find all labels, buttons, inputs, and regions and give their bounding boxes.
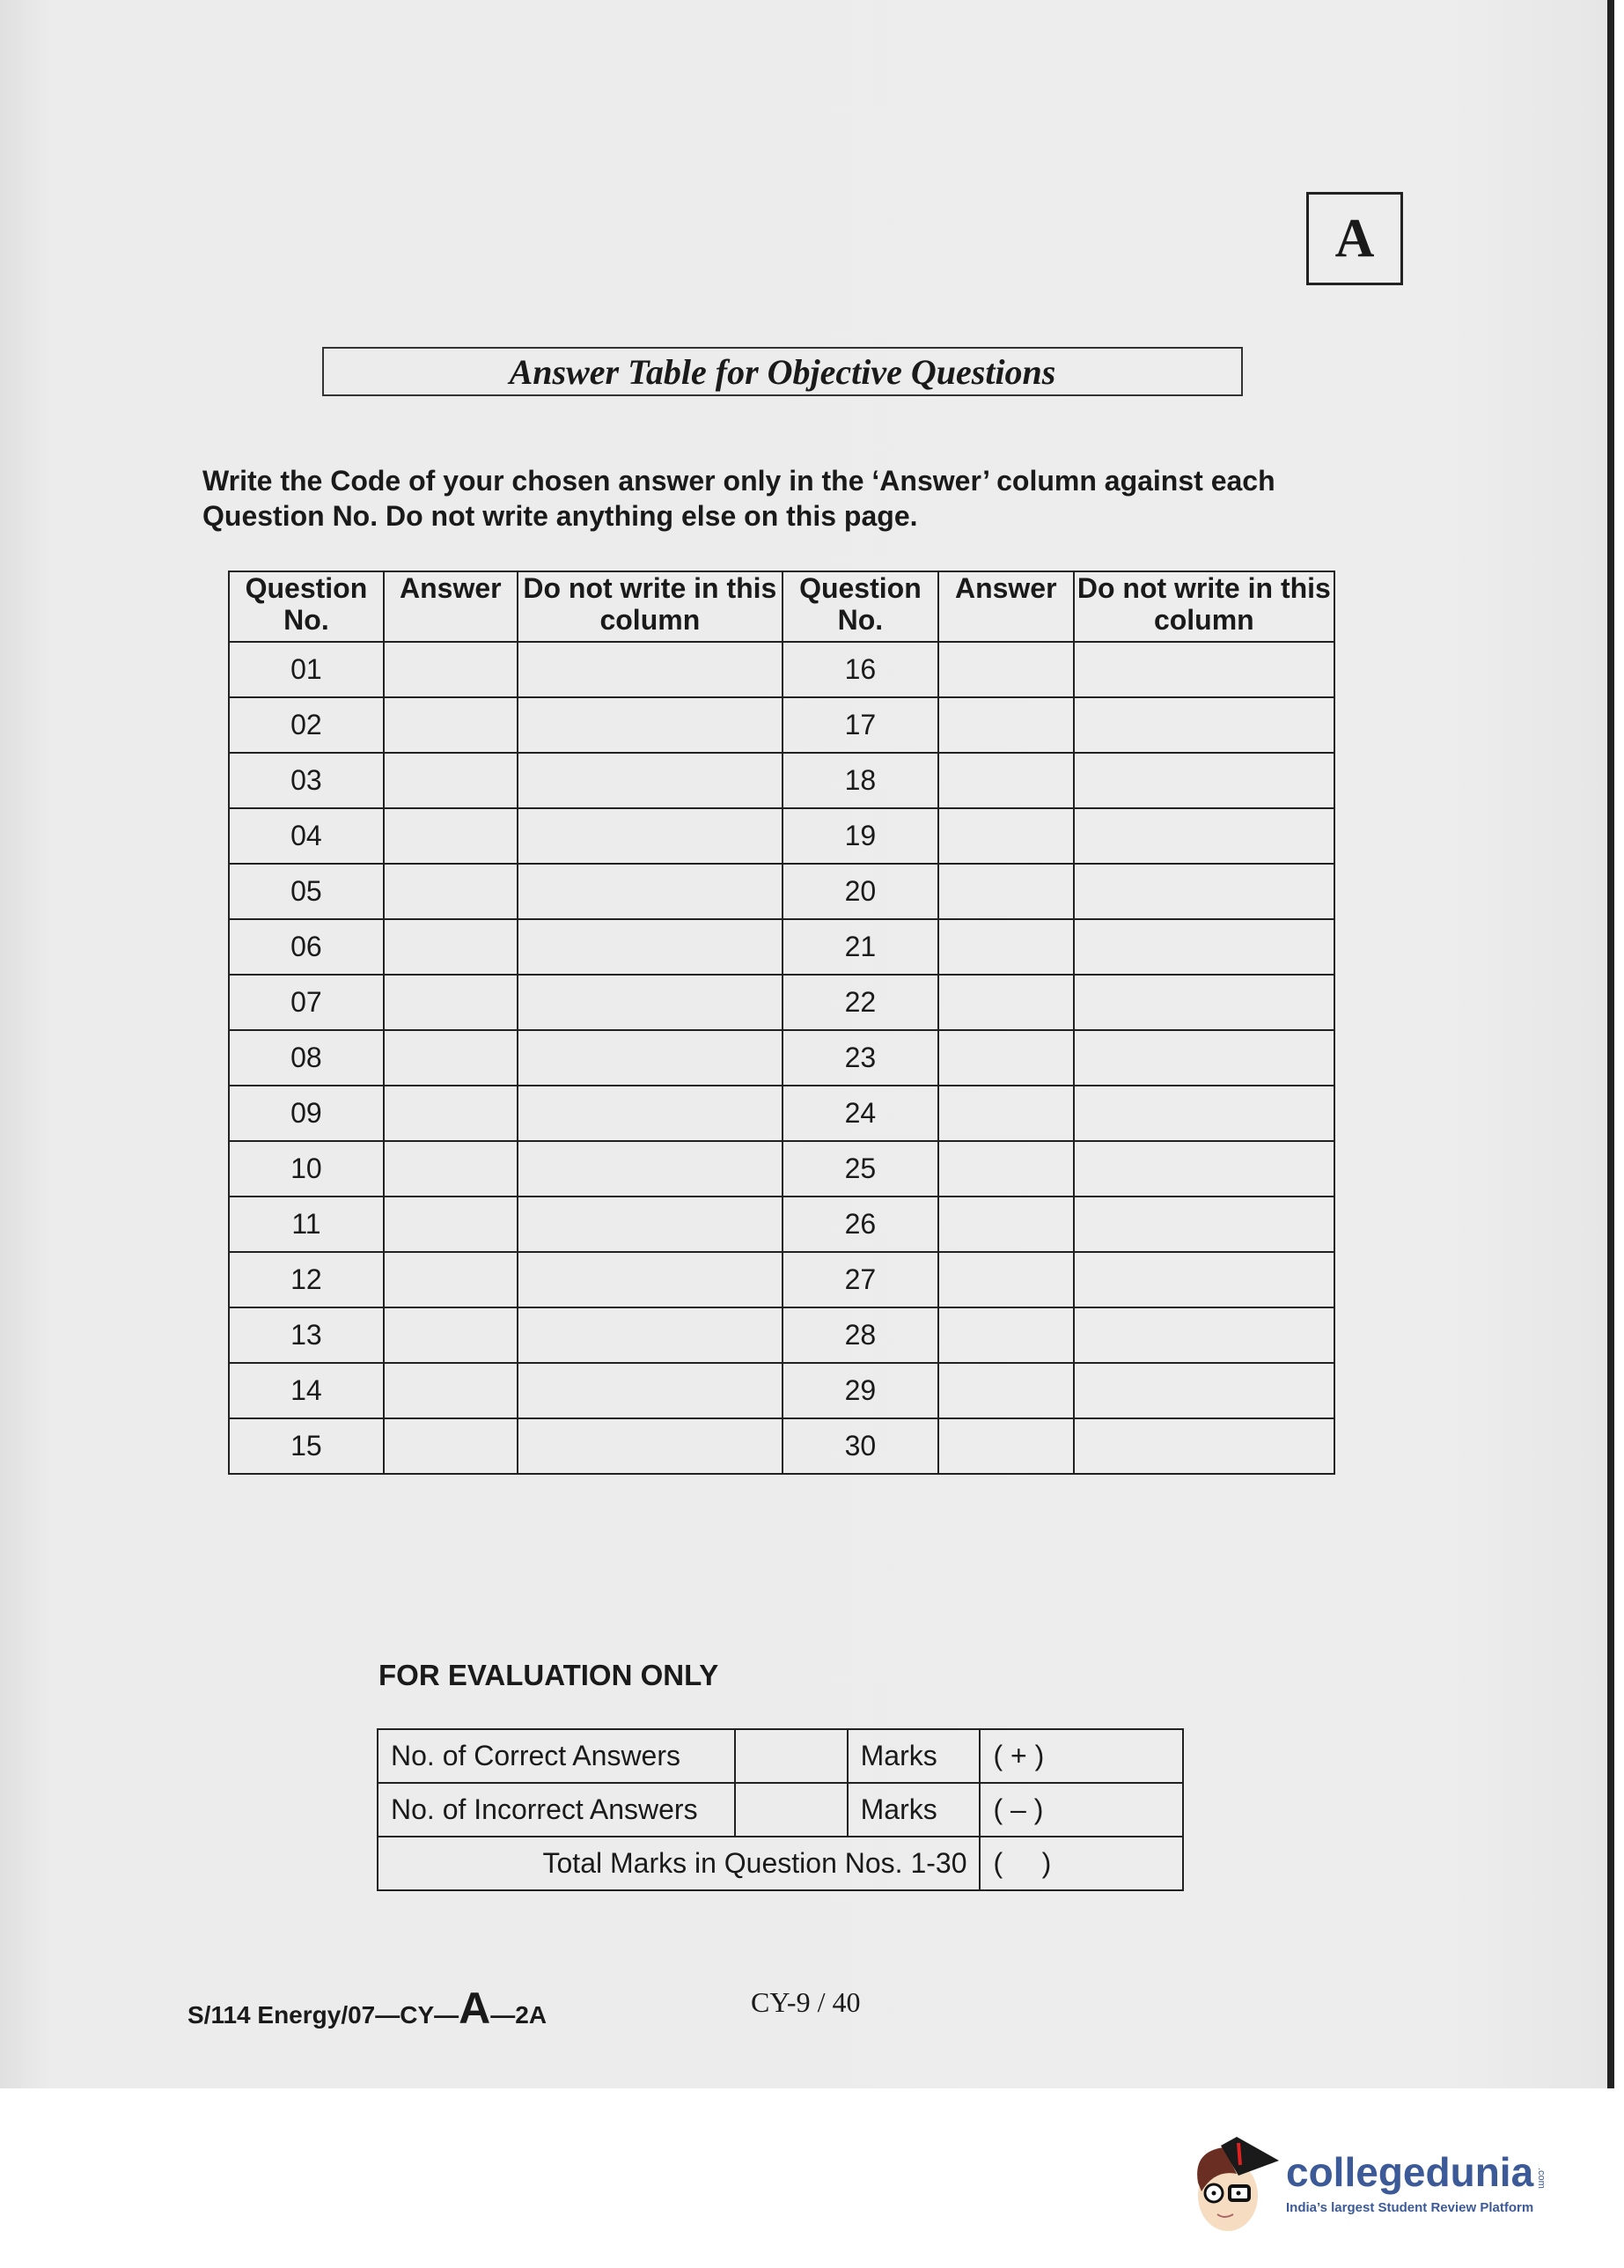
collegedunia-logo	[1184, 2130, 1547, 2235]
table-row	[378, 1783, 1183, 1837]
answer-cell[interactable]	[938, 864, 1074, 919]
question-number: 11	[229, 1197, 384, 1252]
reserved-cell	[1074, 975, 1334, 1030]
incorrect-count-cell[interactable]	[735, 1783, 848, 1837]
answer-cell[interactable]	[938, 697, 1074, 753]
answer-cell[interactable]	[384, 697, 518, 753]
answer-table-header	[229, 571, 1334, 642]
answer-cell[interactable]	[384, 919, 518, 975]
plus-marks-cell[interactable]: ( + )	[980, 1729, 1183, 1783]
question-number: 14	[229, 1363, 384, 1418]
logo-wordmark-row	[1286, 2148, 1547, 2196]
question-number: 02	[229, 697, 384, 753]
question-number: 10	[229, 1141, 384, 1197]
evaluation-heading: FOR EVALUATION ONLY	[378, 1659, 719, 1691]
reserved-cell	[518, 808, 783, 864]
reserved-cell	[1074, 1307, 1334, 1363]
answer-cell[interactable]	[938, 1307, 1074, 1363]
header-question-no: Question No.	[229, 571, 384, 642]
code-letter: A	[459, 1984, 491, 2033]
question-number: 13	[229, 1307, 384, 1363]
reserved-cell	[1074, 1030, 1334, 1086]
answer-cell[interactable]	[384, 864, 518, 919]
question-number: 04	[229, 808, 384, 864]
table-row	[229, 864, 1334, 919]
answer-table	[228, 571, 1335, 1475]
logo-text-block	[1286, 2148, 1547, 2217]
answer-cell[interactable]	[938, 975, 1074, 1030]
reserved-cell	[1074, 864, 1334, 919]
answer-cell[interactable]	[938, 753, 1074, 808]
table-row	[229, 919, 1334, 975]
table-row	[229, 1363, 1334, 1418]
question-number: 20	[783, 864, 938, 919]
logo-tagline: India’s largest Student Review Platform	[1286, 2200, 1534, 2215]
answer-cell[interactable]	[384, 1086, 518, 1141]
answer-cell[interactable]	[384, 1030, 518, 1086]
evaluation-table	[377, 1728, 1184, 1891]
marks-label: Marks	[848, 1729, 981, 1783]
answer-cell[interactable]	[938, 1030, 1074, 1086]
question-number: 09	[229, 1086, 384, 1141]
answer-cell[interactable]	[938, 1197, 1074, 1252]
logo-wordmark: collegedunia	[1286, 2149, 1534, 2195]
correct-label: No. of Correct Answers	[378, 1729, 735, 1783]
table-row	[229, 808, 1334, 864]
question-number: 16	[783, 642, 938, 697]
reserved-cell	[1074, 1086, 1334, 1141]
question-number: 08	[229, 1030, 384, 1086]
table-row	[229, 1141, 1334, 1197]
answer-cell[interactable]	[938, 1418, 1074, 1474]
answer-cell[interactable]	[938, 1252, 1074, 1307]
reserved-cell	[518, 697, 783, 753]
answer-cell[interactable]	[384, 975, 518, 1030]
minus-marks-cell[interactable]: ( – )	[980, 1783, 1183, 1837]
reserved-cell	[518, 1141, 783, 1197]
code-prefix: S/114 Energy/07—CY—	[187, 2001, 459, 2029]
table-row	[229, 1030, 1334, 1086]
question-number: 26	[783, 1197, 938, 1252]
question-number: 03	[229, 753, 384, 808]
question-number: 12	[229, 1252, 384, 1307]
table-row	[229, 1307, 1334, 1363]
question-number: 05	[229, 864, 384, 919]
reserved-cell	[1074, 1141, 1334, 1197]
reserved-cell	[518, 919, 783, 975]
answer-cell[interactable]	[384, 1252, 518, 1307]
scan-edge	[1607, 0, 1614, 2088]
reserved-cell	[1074, 1197, 1334, 1252]
question-number: 30	[783, 1418, 938, 1474]
reserved-cell	[518, 1086, 783, 1141]
answer-cell[interactable]	[384, 1141, 518, 1197]
reserved-cell	[1074, 1418, 1334, 1474]
answer-cell[interactable]	[384, 1363, 518, 1418]
table-row	[229, 975, 1334, 1030]
page-number: CY-9 / 40	[751, 1986, 861, 2018]
marks-label: Marks	[848, 1783, 981, 1837]
total-marks-cell[interactable]: ( )	[980, 1837, 1183, 1890]
question-number: 22	[783, 975, 938, 1030]
question-number: 07	[229, 975, 384, 1030]
header-answer: Answer	[384, 571, 518, 642]
reserved-cell	[518, 753, 783, 808]
header-question-no: Question No.	[783, 571, 938, 642]
table-row	[229, 1086, 1334, 1141]
answer-cell[interactable]	[384, 642, 518, 697]
table-row	[229, 753, 1334, 808]
table-row	[229, 1418, 1334, 1474]
reserved-cell	[518, 1252, 783, 1307]
answer-cell[interactable]	[938, 1363, 1074, 1418]
reserved-cell	[518, 642, 783, 697]
reserved-cell	[518, 1307, 783, 1363]
header-do-not-write: Do not write in this column	[1074, 571, 1334, 642]
question-number: 17	[783, 697, 938, 753]
reserved-cell	[518, 975, 783, 1030]
table-row	[229, 697, 1334, 753]
question-number: 21	[783, 919, 938, 975]
header-answer: Answer	[938, 571, 1074, 642]
header-do-not-write: Do not write in this column	[518, 571, 783, 642]
incorrect-label: No. of Incorrect Answers	[378, 1783, 735, 1837]
question-number: 27	[783, 1252, 938, 1307]
answer-cell[interactable]	[384, 1418, 518, 1474]
reserved-cell	[1074, 919, 1334, 975]
question-number: 18	[783, 753, 938, 808]
answer-cell[interactable]	[938, 808, 1074, 864]
reserved-cell	[1074, 1252, 1334, 1307]
instructions: Write the Code of your chosen answer only in the ‘Answer’ column against each Question No. Do not write anything else on this page.	[202, 465, 1275, 532]
reserved-cell	[518, 1030, 783, 1086]
reserved-cell	[518, 1363, 783, 1418]
question-number: 25	[783, 1141, 938, 1197]
mascot-icon	[1184, 2130, 1281, 2235]
answer-cell[interactable]	[938, 1141, 1074, 1197]
reserved-cell	[518, 1418, 783, 1474]
table-row	[229, 642, 1334, 697]
question-number: 15	[229, 1418, 384, 1474]
question-number: 23	[783, 1030, 938, 1086]
answer-cell[interactable]	[384, 753, 518, 808]
table-row	[378, 1837, 1183, 1890]
correct-count-cell[interactable]	[735, 1729, 848, 1783]
table-row	[378, 1729, 1183, 1783]
total-label: Total Marks in Question Nos. 1-30	[378, 1837, 980, 1890]
answer-cell[interactable]	[938, 1086, 1074, 1141]
question-number: 06	[229, 919, 384, 975]
reserved-cell	[518, 864, 783, 919]
reserved-cell	[1074, 697, 1334, 753]
answer-cell[interactable]	[938, 919, 1074, 975]
question-number: 19	[783, 808, 938, 864]
table-row	[229, 1252, 1334, 1307]
reserved-cell	[1074, 753, 1334, 808]
question-number: 29	[783, 1363, 938, 1418]
reserved-cell	[1074, 808, 1334, 864]
code-suffix: —2A	[490, 2001, 547, 2029]
reserved-cell	[1074, 642, 1334, 697]
question-number: 28	[783, 1307, 938, 1363]
page-title: Answer Table for Objective Questions	[322, 347, 1243, 396]
version-code-box: A	[1306, 192, 1403, 285]
paper-code	[187, 1983, 547, 2034]
logo-suffix: .com	[1536, 2168, 1547, 2189]
reserved-cell	[1074, 1363, 1334, 1418]
answer-cell[interactable]	[938, 642, 1074, 697]
table-row	[229, 1197, 1334, 1252]
question-number: 24	[783, 1086, 938, 1141]
answer-cell[interactable]	[384, 1307, 518, 1363]
answer-cell[interactable]	[384, 1197, 518, 1252]
reserved-cell	[518, 1197, 783, 1252]
question-number: 01	[229, 642, 384, 697]
answer-cell[interactable]	[384, 808, 518, 864]
